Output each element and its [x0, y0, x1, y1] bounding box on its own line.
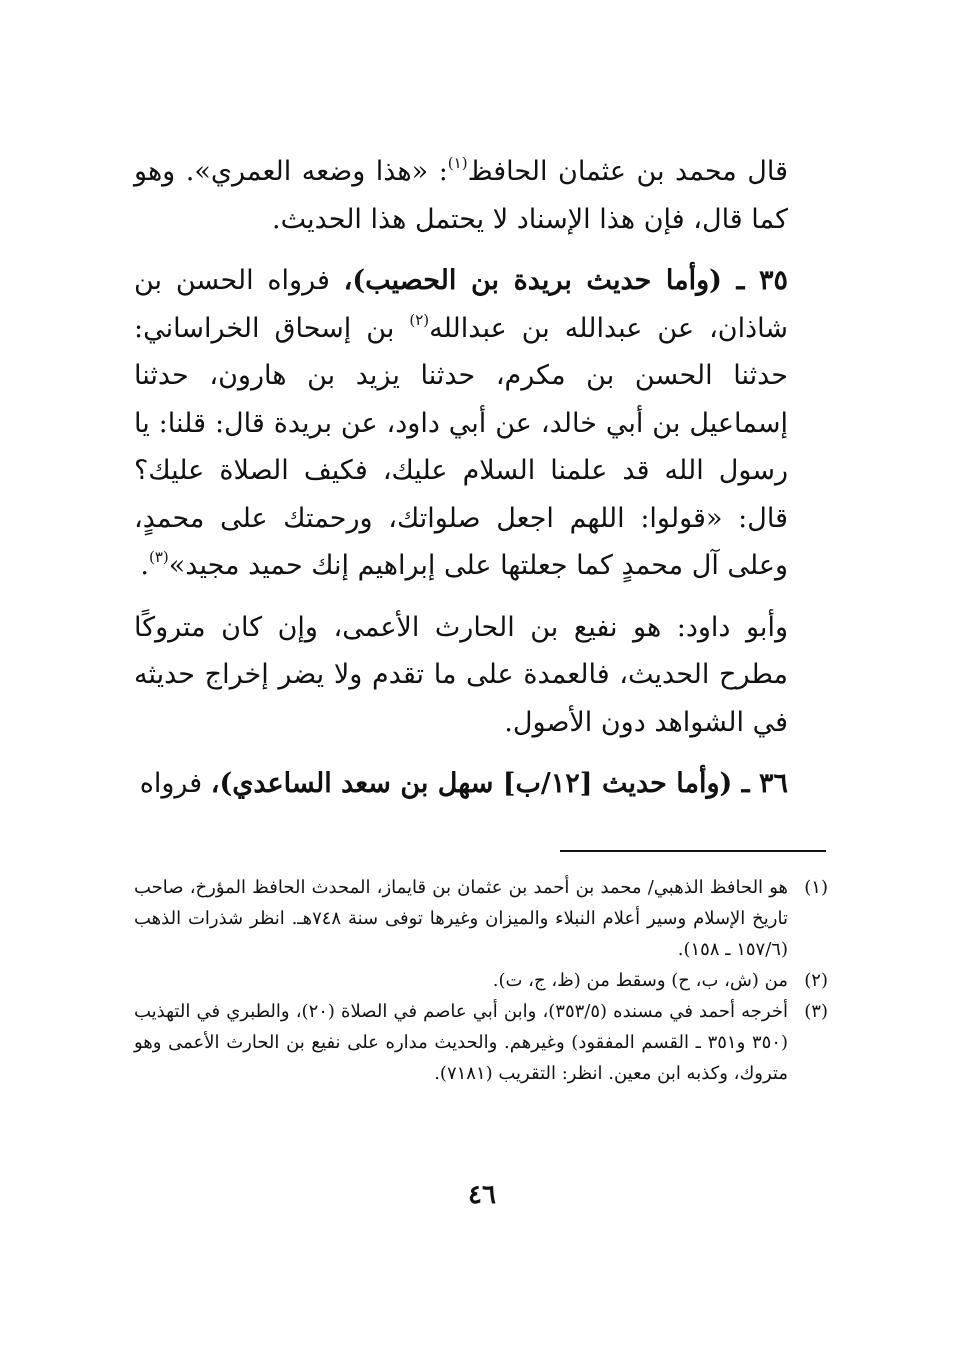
p2-text-a: فرواه الحسن بن شاذان، عن عبدالله بن عبدالله	[134, 265, 788, 344]
main-text	[134, 148, 828, 808]
footnote-2	[134, 965, 828, 996]
footnote-3	[134, 996, 828, 1089]
footnote-2-number: (٢)	[804, 970, 828, 991]
footnote-3-number: (٣)	[804, 1001, 828, 1022]
hadith-35-heading: ٣٥ ـ (وأما حديث بريدة بن الحصيب)،	[343, 265, 788, 296]
footnote-1	[134, 872, 828, 965]
paragraph-4	[134, 760, 828, 808]
footnotes	[134, 872, 828, 1089]
paragraph-2	[134, 257, 828, 590]
hadith-36-heading: ٣٦ ـ (وأما حديث [١٢/ب] سهل بن سعد الساعدي)،	[210, 768, 788, 799]
footnote-1-text: هو الحافظ الذهبي/ محمد بن أحمد بن عثمان بن قايماز، المحدث الحافظ المؤرخ، صاحب تاريخ الإسلام وسير أعلام النبلاء والميزان وغيرها توفى سنة ٧٤٨هـ. انظر شذرات الذهب (١٥٧/٦ ـ ١٥٨).	[134, 877, 788, 960]
p4-text-a: فرواه	[139, 768, 211, 799]
footnote-divider	[560, 850, 826, 852]
paragraph-1	[134, 148, 828, 243]
p2-text-b: بن إسحاق الخراساني: حدثنا الحسن بن مكرم، حدثنا يزيد بن هارون، حدثنا إسماعيل بن أبي خالد، عن أبي داود، عن بريدة قال: قلنا: يا رسول الله قد علمنا السلام عليك، فكيف الصلاة عليك؟ قال: «قولوا: اللهم اجعل صلواتك، ورحمتك على محمدٍ، وعلى آل محمدٍ كما جعلتها على إبراهيم إنك حميد مجيد»	[134, 312, 788, 581]
footnote-2-text: من (ش، ب، ح) وسقط من (ظ، ج، ت).	[492, 970, 788, 991]
p2-text-c: .	[140, 550, 149, 581]
footnote-ref-3[interactable]: (٣)	[148, 548, 169, 566]
footnote-ref-2[interactable]: (٢)	[409, 310, 430, 329]
footnote-3-text: أخرجه أحمد في مسنده (٣٥٣/٥)، وابن أبي عاصم في الصلاة (٢٠)، والطبري في التهذيب (٣٥٠ و٣٥١ ـ القسم المفقود) وغيرهم. والحديث مداره على نفيع بن الحارث الأعمى وهو متروك، وكذبه ابن معين. انظر: التقريب (٧١٨١).	[134, 1001, 788, 1084]
p1-text-a: قال محمد بن عثمان الحافظ	[467, 156, 788, 187]
p1-text-b: : «هذا وضعه العمري». وهو كما قال، فإن هذا الإسناد لا يحتمل هذا الحديث.	[134, 156, 788, 235]
footnote-ref-1[interactable]: (١)	[447, 154, 468, 172]
footnote-1-number: (١)	[804, 877, 828, 898]
paragraph-3: وأبو داود: هو نفيع بن الحارث الأعمى، وإن كان متروكًا مطرح الحديث، فالعمدة على ما تقدم ولا يضر إخراج حديثه في الشواهد دون الأصول.	[134, 611, 788, 738]
page-number: ٤٦	[468, 1180, 496, 1210]
